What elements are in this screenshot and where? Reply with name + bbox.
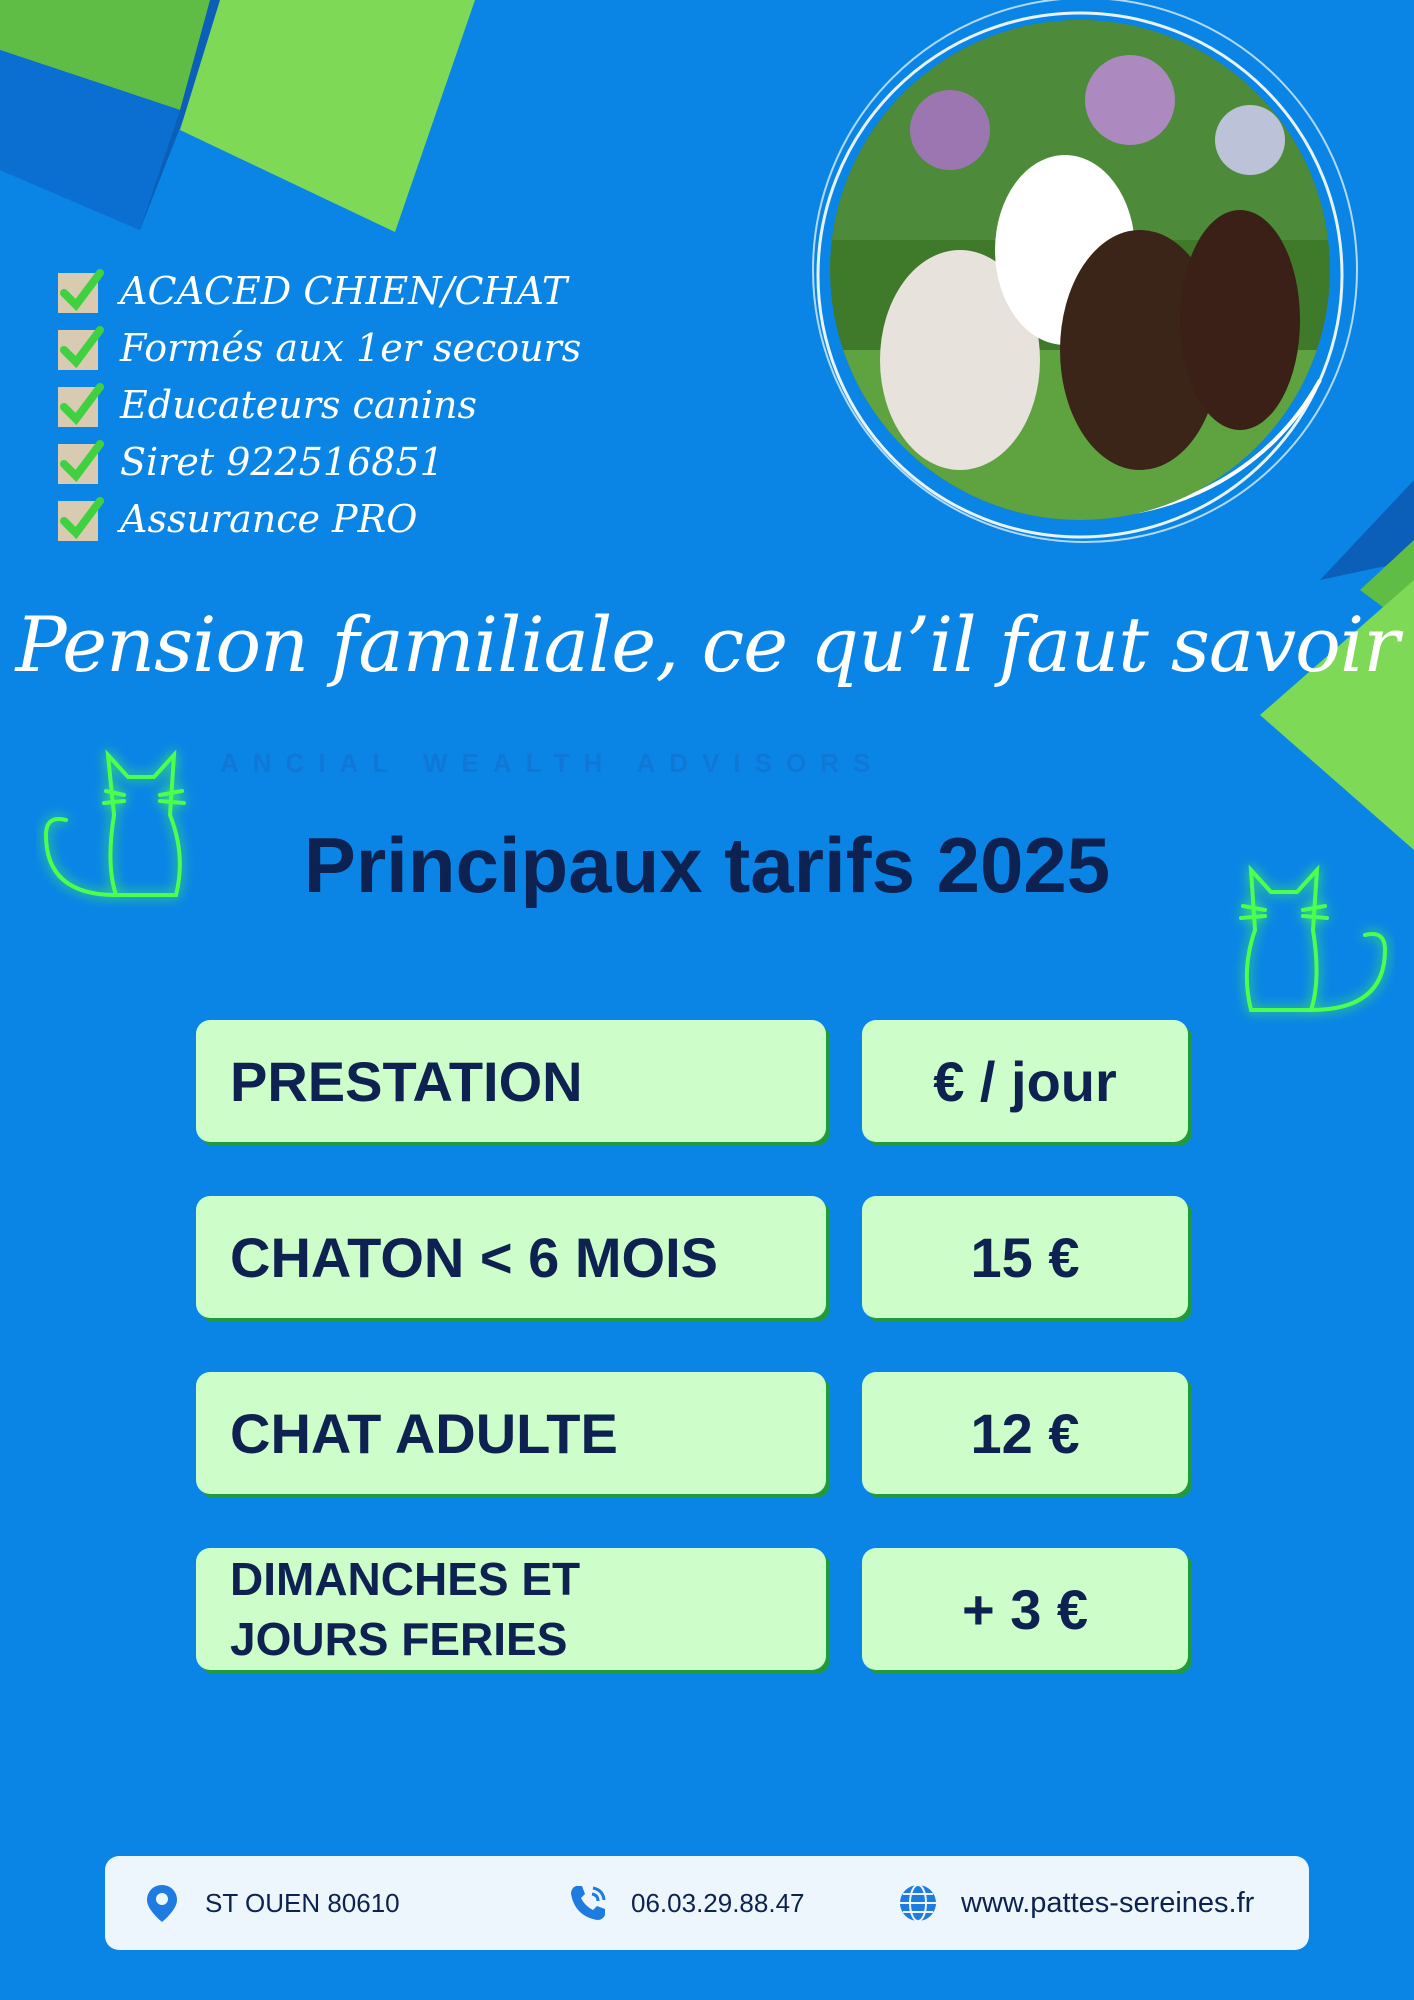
- credential-item: [56, 490, 581, 547]
- address-item: [141, 1882, 400, 1924]
- contact-footer: [105, 1856, 1309, 1950]
- website-item: [897, 1882, 1254, 1924]
- phone-text[interactable]: 06.03.29.88.47: [631, 1887, 805, 1918]
- credential-label: Educateurs canins: [120, 382, 477, 427]
- website-link[interactable]: www.pattes-sereines.fr: [961, 1886, 1255, 1919]
- check-icon: [56, 267, 104, 315]
- row-service-line: DIMANCHES ET: [230, 1553, 581, 1605]
- check-icon: [56, 381, 104, 429]
- row-price: 12 €: [862, 1372, 1188, 1494]
- row-service: CHAT ADULTE: [196, 1372, 826, 1494]
- headline: Pension familiale, ce qu’il faut savoir: [15, 600, 1399, 689]
- check-icon: [56, 495, 104, 543]
- row-service: CHATON < 6 MOIS: [196, 1196, 826, 1318]
- check-icon: [56, 438, 104, 486]
- credential-label: Formés aux 1er secours: [120, 325, 582, 370]
- credential-label: ACACED CHIEN/CHAT: [120, 268, 568, 313]
- top-left-decoration: [0, 0, 480, 240]
- credential-item: [56, 433, 581, 490]
- header-service: PRESTATION: [196, 1020, 826, 1142]
- credential-item: [56, 262, 581, 319]
- phone-item: [567, 1882, 805, 1924]
- prices-title: Principaux tarifs 2025: [303, 821, 1111, 909]
- dogs-photo: [830, 20, 1330, 520]
- row-price: 15 €: [862, 1196, 1188, 1318]
- address-text: ST OUEN 80610: [205, 1887, 400, 1918]
- row-service: [196, 1548, 826, 1670]
- credential-label: Siret 922516851: [120, 439, 444, 484]
- location-pin-icon: [141, 1882, 183, 1924]
- watermark-text: ANCIAL WEALTH ADVISORS: [220, 748, 885, 778]
- check-icon: [56, 324, 104, 372]
- credential-item: [56, 376, 581, 433]
- globe-icon: [897, 1882, 939, 1924]
- header-price: € / jour: [862, 1020, 1188, 1142]
- credential-label: Assurance PRO: [120, 496, 418, 541]
- credential-item: [56, 319, 581, 376]
- phone-icon: [567, 1882, 609, 1924]
- credentials-list: [56, 262, 581, 547]
- row-price: + 3 €: [862, 1548, 1188, 1670]
- row-service-line: JOURS FERIES: [230, 1613, 568, 1665]
